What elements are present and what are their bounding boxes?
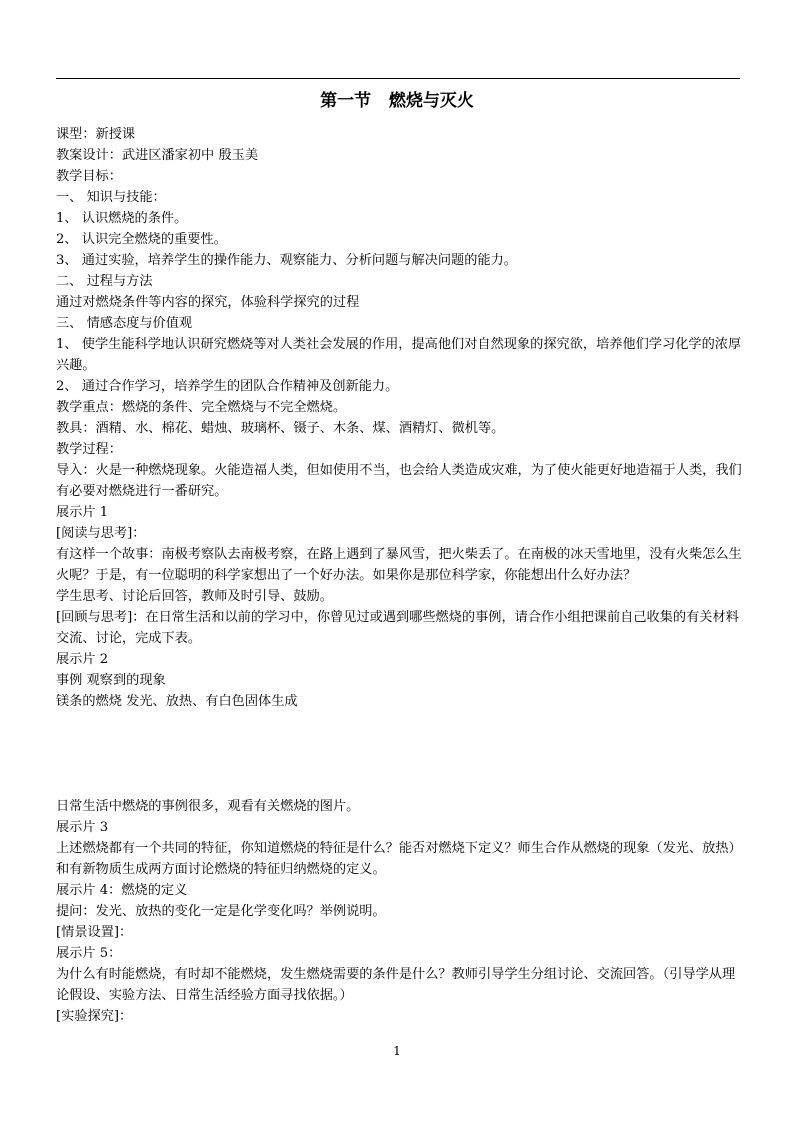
paragraph: 1、 认识燃烧的条件。 <box>56 211 188 226</box>
paragraph: [阅读与思考]： <box>56 526 146 541</box>
paragraph: [回顾与思考]：在日常生活和以前的学习中，你曾见过或遇到哪些燃烧的事例，请合作小组把课前自己收集的有关材料交流、讨论，完成下表。 <box>56 610 739 646</box>
paragraph: 学生思考、讨论后回答，教师及时引导、鼓励。 <box>56 589 333 604</box>
paragraph: 教学过程： <box>56 442 122 457</box>
paragraph: 课型：新授课 <box>56 127 136 142</box>
paragraph: 日常生活中燃烧的事例很多，观看有关燃烧的图片。 <box>56 799 360 814</box>
paragraph: [实验探究]： <box>56 1009 133 1024</box>
blank-space <box>56 712 742 796</box>
paragraph: 教学目标： <box>56 169 122 184</box>
paragraph: 有这样一个故事：南极考察队去南极考察，在路上遇到了暴风雪，把火柴丢了。在南极的冰天雪地里，没有火柴怎么生火呢？于是，有一位聪明的科学家想出了一个好办法。如果你是那位科学家，你能想出什么好办法？ <box>56 547 742 583</box>
header-rule <box>56 78 740 79</box>
paragraph: 导入：火是一种燃烧现象。火能造福人类，但如使用不当，也会给人类造成灾难，为了使火能更好地造福于人类，我们有必要对燃烧进行一番研究。 <box>56 463 742 499</box>
paragraph: 教具：酒精、水、棉花、蜡烛、玻璃杯、镊子、木条、煤、酒精灯、微机等。 <box>56 421 505 436</box>
paragraph: 2、 认识完全燃烧的重要性。 <box>56 232 227 247</box>
page-number: 1 <box>393 1044 401 1058</box>
page-title: 第一节 燃烧与灭火 <box>320 91 474 111</box>
paragraph: 通过对燃烧条件等内容的探究，体验科学探究的过程 <box>56 295 360 310</box>
paragraph: 提问：发光、放热的变化一定是化学变化吗？举例说明。 <box>56 904 386 919</box>
paragraph: 一、 知识与技能： <box>56 190 166 205</box>
paragraph: [情景设置]： <box>56 925 133 940</box>
paragraph: 上述燃烧都有一个共同的特征，你知道燃烧的特征是什么？能否对燃烧下定义？师生合作从燃烧的现象（发光、放热）和有新物质生成两方面讨论燃烧的特征归纳燃烧的定义。 <box>56 841 742 877</box>
paragraph: 二、 过程与方法 <box>56 274 153 289</box>
paragraph: 展示片 4：燃烧的定义 <box>56 883 188 898</box>
paragraph: 展示片 2 <box>56 652 109 667</box>
paragraph: 展示片 5： <box>56 946 122 961</box>
paragraph: 展示片 3 <box>56 820 109 835</box>
document-body <box>56 124 742 1027</box>
paragraph: 教案设计：武进区潘家初中 殷玉美 <box>56 148 259 163</box>
paragraph: 镁条的燃烧 发光、放热、有白色固体生成 <box>56 694 298 709</box>
paragraph: 3、 通过实验，培养学生的操作能力、观察能力、分析问题与解决问题的能力。 <box>56 253 517 268</box>
paragraph: 教学重点：燃烧的条件、完全燃烧与不完全燃烧。 <box>56 400 347 415</box>
paragraph: 为什么有时能燃烧，有时却不能燃烧，发生燃烧需要的条件是什么？教师引导学生分组讨论、交流回答。（引导学从理论假设、实验方法、日常生活经验方面寻找依据。） <box>56 967 736 1003</box>
paragraph: 事例 观察到的现象 <box>56 673 166 688</box>
paragraph: 1、 使学生能科学地认识研究燃烧等对人类社会发展的作用，提高他们对自然现象的探究欲，培养他们学习化学的浓厚兴趣。 <box>56 337 742 373</box>
paragraph: 2、 通过合作学习，培养学生的团队合作精神及创新能力。 <box>56 379 399 394</box>
paragraph: 三、 情感态度与价值观 <box>56 316 193 331</box>
paragraph: 展示片 1 <box>56 505 109 520</box>
